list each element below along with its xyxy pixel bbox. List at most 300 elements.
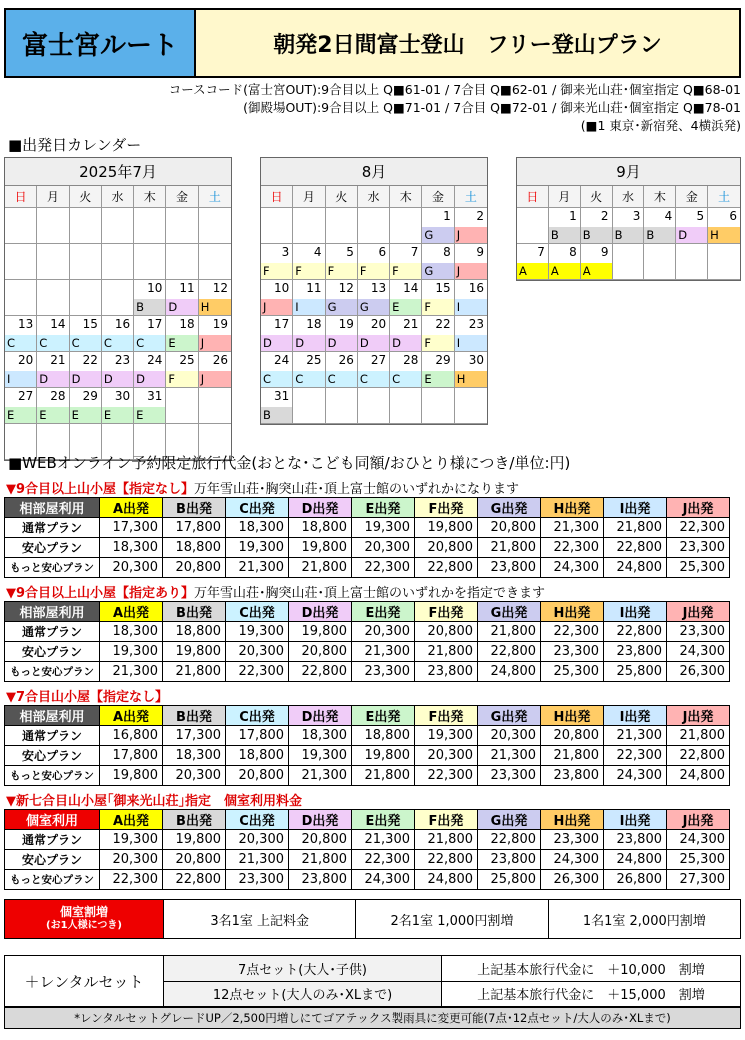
departure-header: A出発 bbox=[100, 602, 163, 622]
price-cell: 22,300 bbox=[415, 766, 478, 786]
day-number: 4 bbox=[313, 245, 322, 259]
weekday-header: 日 bbox=[517, 186, 549, 208]
price-cell: 20,300 bbox=[415, 746, 478, 766]
calendar-day[interactable] bbox=[358, 316, 390, 352]
price-cell: 24,800 bbox=[478, 662, 541, 682]
weekday-header: 月 bbox=[293, 186, 325, 208]
calendar-day[interactable] bbox=[422, 208, 454, 244]
calendar-day[interactable] bbox=[676, 208, 708, 244]
departure-header: E出発 bbox=[352, 706, 415, 726]
day-number: 21 bbox=[403, 317, 419, 331]
price-cell: 19,300 bbox=[100, 830, 163, 850]
price-cell: 20,800 bbox=[226, 766, 289, 786]
calendar-day bbox=[293, 208, 325, 244]
calendar-day[interactable] bbox=[422, 352, 454, 388]
calendar-day[interactable] bbox=[326, 244, 358, 280]
calendar-day[interactable] bbox=[293, 280, 325, 316]
day-number: 27 bbox=[18, 389, 34, 403]
calendar-day[interactable] bbox=[455, 352, 487, 388]
price-cell: 23,800 bbox=[478, 558, 541, 578]
calendar-day bbox=[199, 388, 231, 424]
day-number: 31 bbox=[147, 389, 163, 403]
plan-label: もっと安心プラン bbox=[5, 870, 100, 890]
day-number: 19 bbox=[212, 317, 228, 331]
calendar-day[interactable] bbox=[37, 352, 69, 388]
departure-code: C bbox=[390, 371, 421, 387]
calendar-day[interactable] bbox=[261, 388, 293, 424]
departure-code: I bbox=[5, 371, 36, 387]
calendar-day[interactable] bbox=[422, 316, 454, 352]
course-codes bbox=[0, 81, 741, 135]
calendar-day[interactable] bbox=[261, 244, 293, 280]
weekday-header: 日 bbox=[5, 186, 37, 208]
calendar-day[interactable] bbox=[5, 316, 37, 352]
plan-label: もっと安心プラン bbox=[5, 558, 100, 578]
room-type-header: 個室利用 bbox=[5, 810, 100, 830]
weekday-header: 水 bbox=[613, 186, 645, 208]
rental-set-name: 7点セット(大人･子供) bbox=[164, 956, 442, 981]
day-number: 10 bbox=[147, 281, 163, 295]
plan-label: 安心プラン bbox=[5, 538, 100, 558]
departure-code: C bbox=[134, 335, 165, 351]
price-cell: 21,800 bbox=[415, 642, 478, 662]
price-section-note bbox=[6, 790, 302, 809]
departure-code: H bbox=[199, 299, 231, 315]
weekday-header: 月 bbox=[549, 186, 581, 208]
day-number: 23 bbox=[468, 317, 484, 331]
departure-code: E bbox=[37, 407, 68, 423]
price-cell: 18,300 bbox=[163, 746, 226, 766]
price-cell: 23,300 bbox=[541, 642, 604, 662]
rental-box bbox=[4, 955, 741, 1007]
departure-code: J bbox=[261, 299, 292, 315]
departure-code: F bbox=[422, 299, 453, 315]
price-cell: 20,800 bbox=[415, 622, 478, 642]
table-row bbox=[5, 518, 730, 538]
weekday-header: 火 bbox=[326, 186, 358, 208]
room-type-header: 相部屋利用 bbox=[5, 498, 100, 518]
price-cell: 18,800 bbox=[163, 622, 226, 642]
departure-code: C bbox=[261, 371, 292, 387]
table-row bbox=[5, 662, 730, 682]
departure-header: H出発 bbox=[541, 706, 604, 726]
price-table bbox=[4, 809, 730, 890]
calendar-day[interactable] bbox=[326, 352, 358, 388]
calendar-day[interactable] bbox=[549, 244, 581, 280]
calendar-day bbox=[708, 244, 740, 280]
departure-code: C bbox=[70, 335, 101, 351]
departure-header: A出発 bbox=[100, 810, 163, 830]
surcharge-label-main: 個室割増 bbox=[59, 905, 108, 919]
departure-header: A出発 bbox=[100, 498, 163, 518]
calendar-day bbox=[261, 208, 293, 244]
calendar-day[interactable] bbox=[37, 388, 69, 424]
weekday-header: 水 bbox=[358, 186, 390, 208]
price-cell: 20,800 bbox=[289, 642, 352, 662]
calendar-day bbox=[70, 244, 102, 280]
departure-code: E bbox=[70, 407, 101, 423]
day-number: 15 bbox=[435, 281, 451, 295]
departure-code: C bbox=[37, 335, 68, 351]
calendar-day[interactable] bbox=[5, 388, 37, 424]
calendar-month-title: 8月 bbox=[261, 158, 487, 186]
room-type-header: 相部屋利用 bbox=[5, 602, 100, 622]
calendar-day[interactable] bbox=[644, 208, 676, 244]
calendar-day[interactable] bbox=[358, 244, 390, 280]
calendar-day[interactable] bbox=[70, 352, 102, 388]
day-number: 17 bbox=[147, 317, 163, 331]
price-cell: 17,300 bbox=[100, 518, 163, 538]
price-cell: 19,800 bbox=[100, 766, 163, 786]
departure-code: F bbox=[422, 335, 453, 351]
departure-code: B bbox=[261, 407, 292, 423]
price-cell: 23,300 bbox=[541, 830, 604, 850]
price-cell: 22,300 bbox=[100, 870, 163, 890]
price-table bbox=[4, 497, 730, 578]
day-number: 20 bbox=[370, 317, 387, 331]
departure-code: C bbox=[5, 335, 36, 351]
plan-title: 朝発2日間富士登山 フリー登山プラン bbox=[196, 8, 741, 78]
rental-set-name: 12点セット(大人のみ･XLまで) bbox=[164, 982, 442, 1007]
price-cell: 18,300 bbox=[289, 726, 352, 746]
calendar-day[interactable] bbox=[455, 208, 487, 244]
price-cell: 22,800 bbox=[415, 850, 478, 870]
price-cell: 24,300 bbox=[541, 558, 604, 578]
calendar-day bbox=[5, 244, 37, 280]
calendar-day[interactable] bbox=[199, 352, 231, 388]
price-cell: 21,800 bbox=[478, 538, 541, 558]
day-number: 16 bbox=[468, 281, 484, 295]
price-cell: 23,800 bbox=[415, 662, 478, 682]
calendar-day[interactable] bbox=[455, 280, 487, 316]
price-section-note bbox=[6, 478, 519, 497]
calendar-day[interactable] bbox=[293, 244, 325, 280]
calendar-day[interactable] bbox=[199, 280, 231, 316]
day-number: 2 bbox=[600, 209, 609, 223]
plan-label: もっと安心プラン bbox=[5, 766, 100, 786]
departure-header: F出発 bbox=[415, 498, 478, 518]
day-number: 7 bbox=[537, 245, 545, 259]
table-row bbox=[5, 870, 730, 890]
price-cell: 22,800 bbox=[667, 746, 730, 766]
day-number: 13 bbox=[18, 317, 34, 331]
day-number: 11 bbox=[179, 281, 195, 295]
day-number: 18 bbox=[306, 317, 322, 331]
price-cell: 23,300 bbox=[226, 870, 289, 890]
calendar-day[interactable] bbox=[166, 316, 198, 352]
calendar-day bbox=[70, 208, 102, 244]
price-cell: 25,300 bbox=[667, 850, 730, 870]
departure-code: C bbox=[326, 371, 357, 387]
calendar-day[interactable] bbox=[102, 388, 134, 424]
price-cell: 27,300 bbox=[667, 870, 730, 890]
calendar-day[interactable] bbox=[261, 352, 293, 388]
departure-header: D出発 bbox=[289, 498, 352, 518]
calendar-day[interactable] bbox=[549, 208, 581, 244]
departure-code: I bbox=[455, 299, 487, 315]
day-number: 1 bbox=[443, 209, 451, 223]
departure-header: B出発 bbox=[163, 706, 226, 726]
price-cell: 23,800 bbox=[478, 850, 541, 870]
weekday-header: 金 bbox=[676, 186, 708, 208]
surcharge-option: 1名1室 2,000円割増 bbox=[548, 900, 740, 938]
calendar-day bbox=[5, 280, 37, 316]
rental-set-price: 上記基本旅行代金に ＋15,000 割増 bbox=[442, 982, 740, 1007]
table-row bbox=[5, 726, 730, 746]
price-cell: 24,300 bbox=[604, 766, 667, 786]
calendar-day[interactable] bbox=[293, 352, 325, 388]
section-title: ▼新七合目山小屋｢御来光山荘｣指定 個室利用料金 bbox=[6, 794, 302, 809]
departure-code: E bbox=[102, 407, 133, 423]
table-row bbox=[5, 622, 730, 642]
price-cell: 20,800 bbox=[163, 558, 226, 578]
rental-footnote: *レンタルセットグレードUP／2,500円増しにてゴアテックス製雨具に変更可能(7点･12点セット/大人のみ･XLまで) bbox=[4, 1007, 741, 1029]
plan-label: 通常プラン bbox=[5, 622, 100, 642]
calendar-day[interactable] bbox=[581, 244, 613, 280]
price-cell: 19,800 bbox=[163, 642, 226, 662]
calendar-day[interactable] bbox=[134, 316, 166, 352]
weekday-header: 水 bbox=[102, 186, 134, 208]
rental-row bbox=[164, 956, 740, 982]
day-number: 6 bbox=[378, 245, 387, 259]
calendar-day[interactable] bbox=[708, 208, 740, 244]
calendar-day bbox=[390, 208, 422, 244]
price-cell: 19,800 bbox=[352, 746, 415, 766]
price-cell: 16,800 bbox=[100, 726, 163, 746]
day-number: 25 bbox=[306, 353, 322, 367]
price-cell: 21,300 bbox=[604, 726, 667, 746]
departure-code: A bbox=[549, 263, 580, 279]
departure-code: D bbox=[326, 335, 357, 351]
calendar-day[interactable] bbox=[390, 352, 422, 388]
calendar-day[interactable] bbox=[166, 352, 198, 388]
calendar-day bbox=[134, 208, 166, 244]
weekday-header: 月 bbox=[37, 186, 69, 208]
day-number: 14 bbox=[50, 317, 66, 331]
calendar-day bbox=[455, 388, 487, 424]
price-cell: 22,300 bbox=[541, 622, 604, 642]
price-cell: 23,300 bbox=[352, 662, 415, 682]
price-cell: 21,300 bbox=[289, 766, 352, 786]
departure-header: H出発 bbox=[541, 498, 604, 518]
price-cell: 25,300 bbox=[541, 662, 604, 682]
calendar-day[interactable] bbox=[326, 280, 358, 316]
price-cell: 22,800 bbox=[415, 558, 478, 578]
calendar-day[interactable] bbox=[37, 316, 69, 352]
price-cell: 18,300 bbox=[100, 622, 163, 642]
departure-code: H bbox=[455, 371, 487, 387]
calendar-day bbox=[5, 208, 37, 244]
day-number: 20 bbox=[18, 353, 34, 367]
departure-header: D出発 bbox=[289, 602, 352, 622]
calendar-day bbox=[37, 244, 69, 280]
day-number: 25 bbox=[179, 353, 195, 367]
price-cell: 21,300 bbox=[100, 662, 163, 682]
calendar-day bbox=[326, 208, 358, 244]
plan-label: 安心プラン bbox=[5, 746, 100, 766]
departure-code: D bbox=[166, 299, 197, 315]
calendar-heading: ■出発日カレンダー bbox=[8, 136, 142, 154]
price-cell: 22,800 bbox=[289, 662, 352, 682]
calendar-day bbox=[644, 244, 676, 280]
table-row bbox=[5, 538, 730, 558]
day-number: 28 bbox=[403, 353, 419, 367]
departure-code: G bbox=[326, 299, 357, 315]
price-cell: 24,800 bbox=[667, 766, 730, 786]
day-number: 18 bbox=[179, 317, 195, 331]
price-cell: 25,300 bbox=[667, 558, 730, 578]
plan-label: もっと安心プラン bbox=[5, 662, 100, 682]
departure-code: E bbox=[166, 335, 197, 351]
price-cell: 21,800 bbox=[541, 746, 604, 766]
plan-label: 安心プラン bbox=[5, 642, 100, 662]
calendar-day bbox=[102, 280, 134, 316]
weekday-header: 土 bbox=[199, 186, 231, 208]
price-cell: 20,300 bbox=[478, 726, 541, 746]
price-cell: 20,300 bbox=[352, 622, 415, 642]
price-cell: 22,300 bbox=[667, 518, 730, 538]
day-number: 29 bbox=[435, 353, 451, 367]
price-cell: 23,800 bbox=[604, 642, 667, 662]
price-cell: 23,300 bbox=[667, 538, 730, 558]
calendar-day[interactable] bbox=[422, 280, 454, 316]
calendar-day[interactable] bbox=[613, 208, 645, 244]
calendar-day[interactable] bbox=[102, 316, 134, 352]
price-cell: 24,800 bbox=[604, 850, 667, 870]
calendar-day[interactable] bbox=[517, 244, 549, 280]
calendar-day[interactable] bbox=[5, 352, 37, 388]
calendar-day bbox=[358, 208, 390, 244]
price-cell: 22,800 bbox=[604, 538, 667, 558]
departure-code: E bbox=[5, 407, 36, 423]
calendar-month-title: 2025年7月 bbox=[5, 158, 231, 186]
departure-header: F出発 bbox=[415, 602, 478, 622]
departure-code: G bbox=[422, 263, 453, 279]
calendar-day[interactable] bbox=[326, 316, 358, 352]
day-number: 23 bbox=[114, 353, 131, 367]
price-cell: 19,300 bbox=[415, 726, 478, 746]
calendar-day bbox=[70, 280, 102, 316]
price-cell: 21,800 bbox=[604, 518, 667, 538]
departure-code: D bbox=[358, 335, 389, 351]
departure-code: B bbox=[134, 299, 165, 315]
departure-code: D bbox=[134, 371, 165, 387]
departure-header: F出発 bbox=[415, 706, 478, 726]
price-cell: 20,300 bbox=[163, 766, 226, 786]
calendar-day[interactable] bbox=[261, 280, 293, 316]
price-cell: 19,300 bbox=[352, 518, 415, 538]
calendar-day[interactable] bbox=[358, 352, 390, 388]
departure-header: H出発 bbox=[541, 602, 604, 622]
calendar-day[interactable] bbox=[134, 388, 166, 424]
departure-code: E bbox=[390, 299, 421, 315]
departure-code: G bbox=[422, 227, 453, 243]
calendar-3 bbox=[516, 157, 741, 281]
departure-code: F bbox=[326, 263, 357, 279]
day-number: 8 bbox=[569, 245, 577, 259]
calendar-day bbox=[37, 208, 69, 244]
price-cell: 22,800 bbox=[478, 830, 541, 850]
route-title: 富士宮ルート bbox=[4, 8, 196, 78]
departure-header: B出発 bbox=[163, 602, 226, 622]
calendar-day[interactable] bbox=[581, 208, 613, 244]
calendar-day[interactable] bbox=[70, 388, 102, 424]
price-cell: 26,800 bbox=[604, 870, 667, 890]
calendar-day[interactable] bbox=[358, 280, 390, 316]
departure-code: J bbox=[455, 227, 487, 243]
price-cell: 18,800 bbox=[226, 746, 289, 766]
price-table bbox=[4, 705, 730, 786]
price-cell: 19,300 bbox=[100, 642, 163, 662]
price-cell: 20,800 bbox=[541, 726, 604, 746]
weekday-header: 金 bbox=[166, 186, 198, 208]
price-cell: 17,300 bbox=[163, 726, 226, 746]
calendar-day[interactable] bbox=[261, 316, 293, 352]
calendar-day[interactable] bbox=[134, 352, 166, 388]
section-title: ▼9合目以上山小屋【指定なし】 bbox=[6, 482, 195, 497]
price-cell: 20,300 bbox=[226, 642, 289, 662]
day-number: 22 bbox=[82, 353, 98, 367]
departure-header: I出発 bbox=[604, 602, 667, 622]
departure-code: D bbox=[390, 335, 421, 351]
calendar-day[interactable] bbox=[422, 244, 454, 280]
plan-label: 通常プラン bbox=[5, 726, 100, 746]
calendar-day[interactable] bbox=[199, 316, 231, 352]
price-cell: 21,800 bbox=[289, 558, 352, 578]
price-cell: 19,800 bbox=[163, 830, 226, 850]
price-cell: 21,300 bbox=[226, 558, 289, 578]
departure-code: C bbox=[293, 371, 324, 387]
day-number: 5 bbox=[346, 245, 354, 259]
table-row bbox=[5, 830, 730, 850]
departure-header: D出発 bbox=[289, 810, 352, 830]
calendar-day[interactable] bbox=[166, 280, 198, 316]
calendar-day bbox=[358, 388, 390, 424]
rental-set-price: 上記基本旅行代金に ＋10,000 割増 bbox=[442, 956, 740, 981]
price-cell: 24,300 bbox=[667, 830, 730, 850]
surcharge-label bbox=[5, 900, 163, 938]
day-number: 12 bbox=[338, 281, 354, 295]
calendar-day[interactable] bbox=[390, 316, 422, 352]
calendar-1 bbox=[4, 157, 232, 461]
calendar-day[interactable] bbox=[293, 316, 325, 352]
price-cell: 21,300 bbox=[478, 746, 541, 766]
calendar-day[interactable] bbox=[455, 244, 487, 280]
plan-label: 通常プラン bbox=[5, 830, 100, 850]
calendar-day[interactable] bbox=[134, 280, 166, 316]
departure-header: I出発 bbox=[604, 706, 667, 726]
rental-label: ＋レンタルセット bbox=[5, 956, 163, 1006]
day-number: 3 bbox=[281, 245, 290, 259]
weekday-header: 金 bbox=[422, 186, 454, 208]
price-cell: 26,300 bbox=[541, 870, 604, 890]
surcharge-box bbox=[4, 899, 741, 939]
departure-code: B bbox=[613, 227, 644, 243]
day-number: 29 bbox=[82, 389, 98, 403]
plan-label: 通常プラン bbox=[5, 518, 100, 538]
price-cell: 20,300 bbox=[100, 558, 163, 578]
day-number: 31 bbox=[274, 389, 290, 403]
calendar-day[interactable] bbox=[455, 316, 487, 352]
calendar-day[interactable] bbox=[102, 352, 134, 388]
calendar-day[interactable] bbox=[70, 316, 102, 352]
departure-header: F出発 bbox=[415, 810, 478, 830]
day-number: 24 bbox=[147, 353, 163, 367]
price-cell: 21,800 bbox=[667, 726, 730, 746]
calendar-day[interactable] bbox=[390, 244, 422, 280]
price-cell: 17,800 bbox=[100, 746, 163, 766]
calendar-day[interactable] bbox=[390, 280, 422, 316]
